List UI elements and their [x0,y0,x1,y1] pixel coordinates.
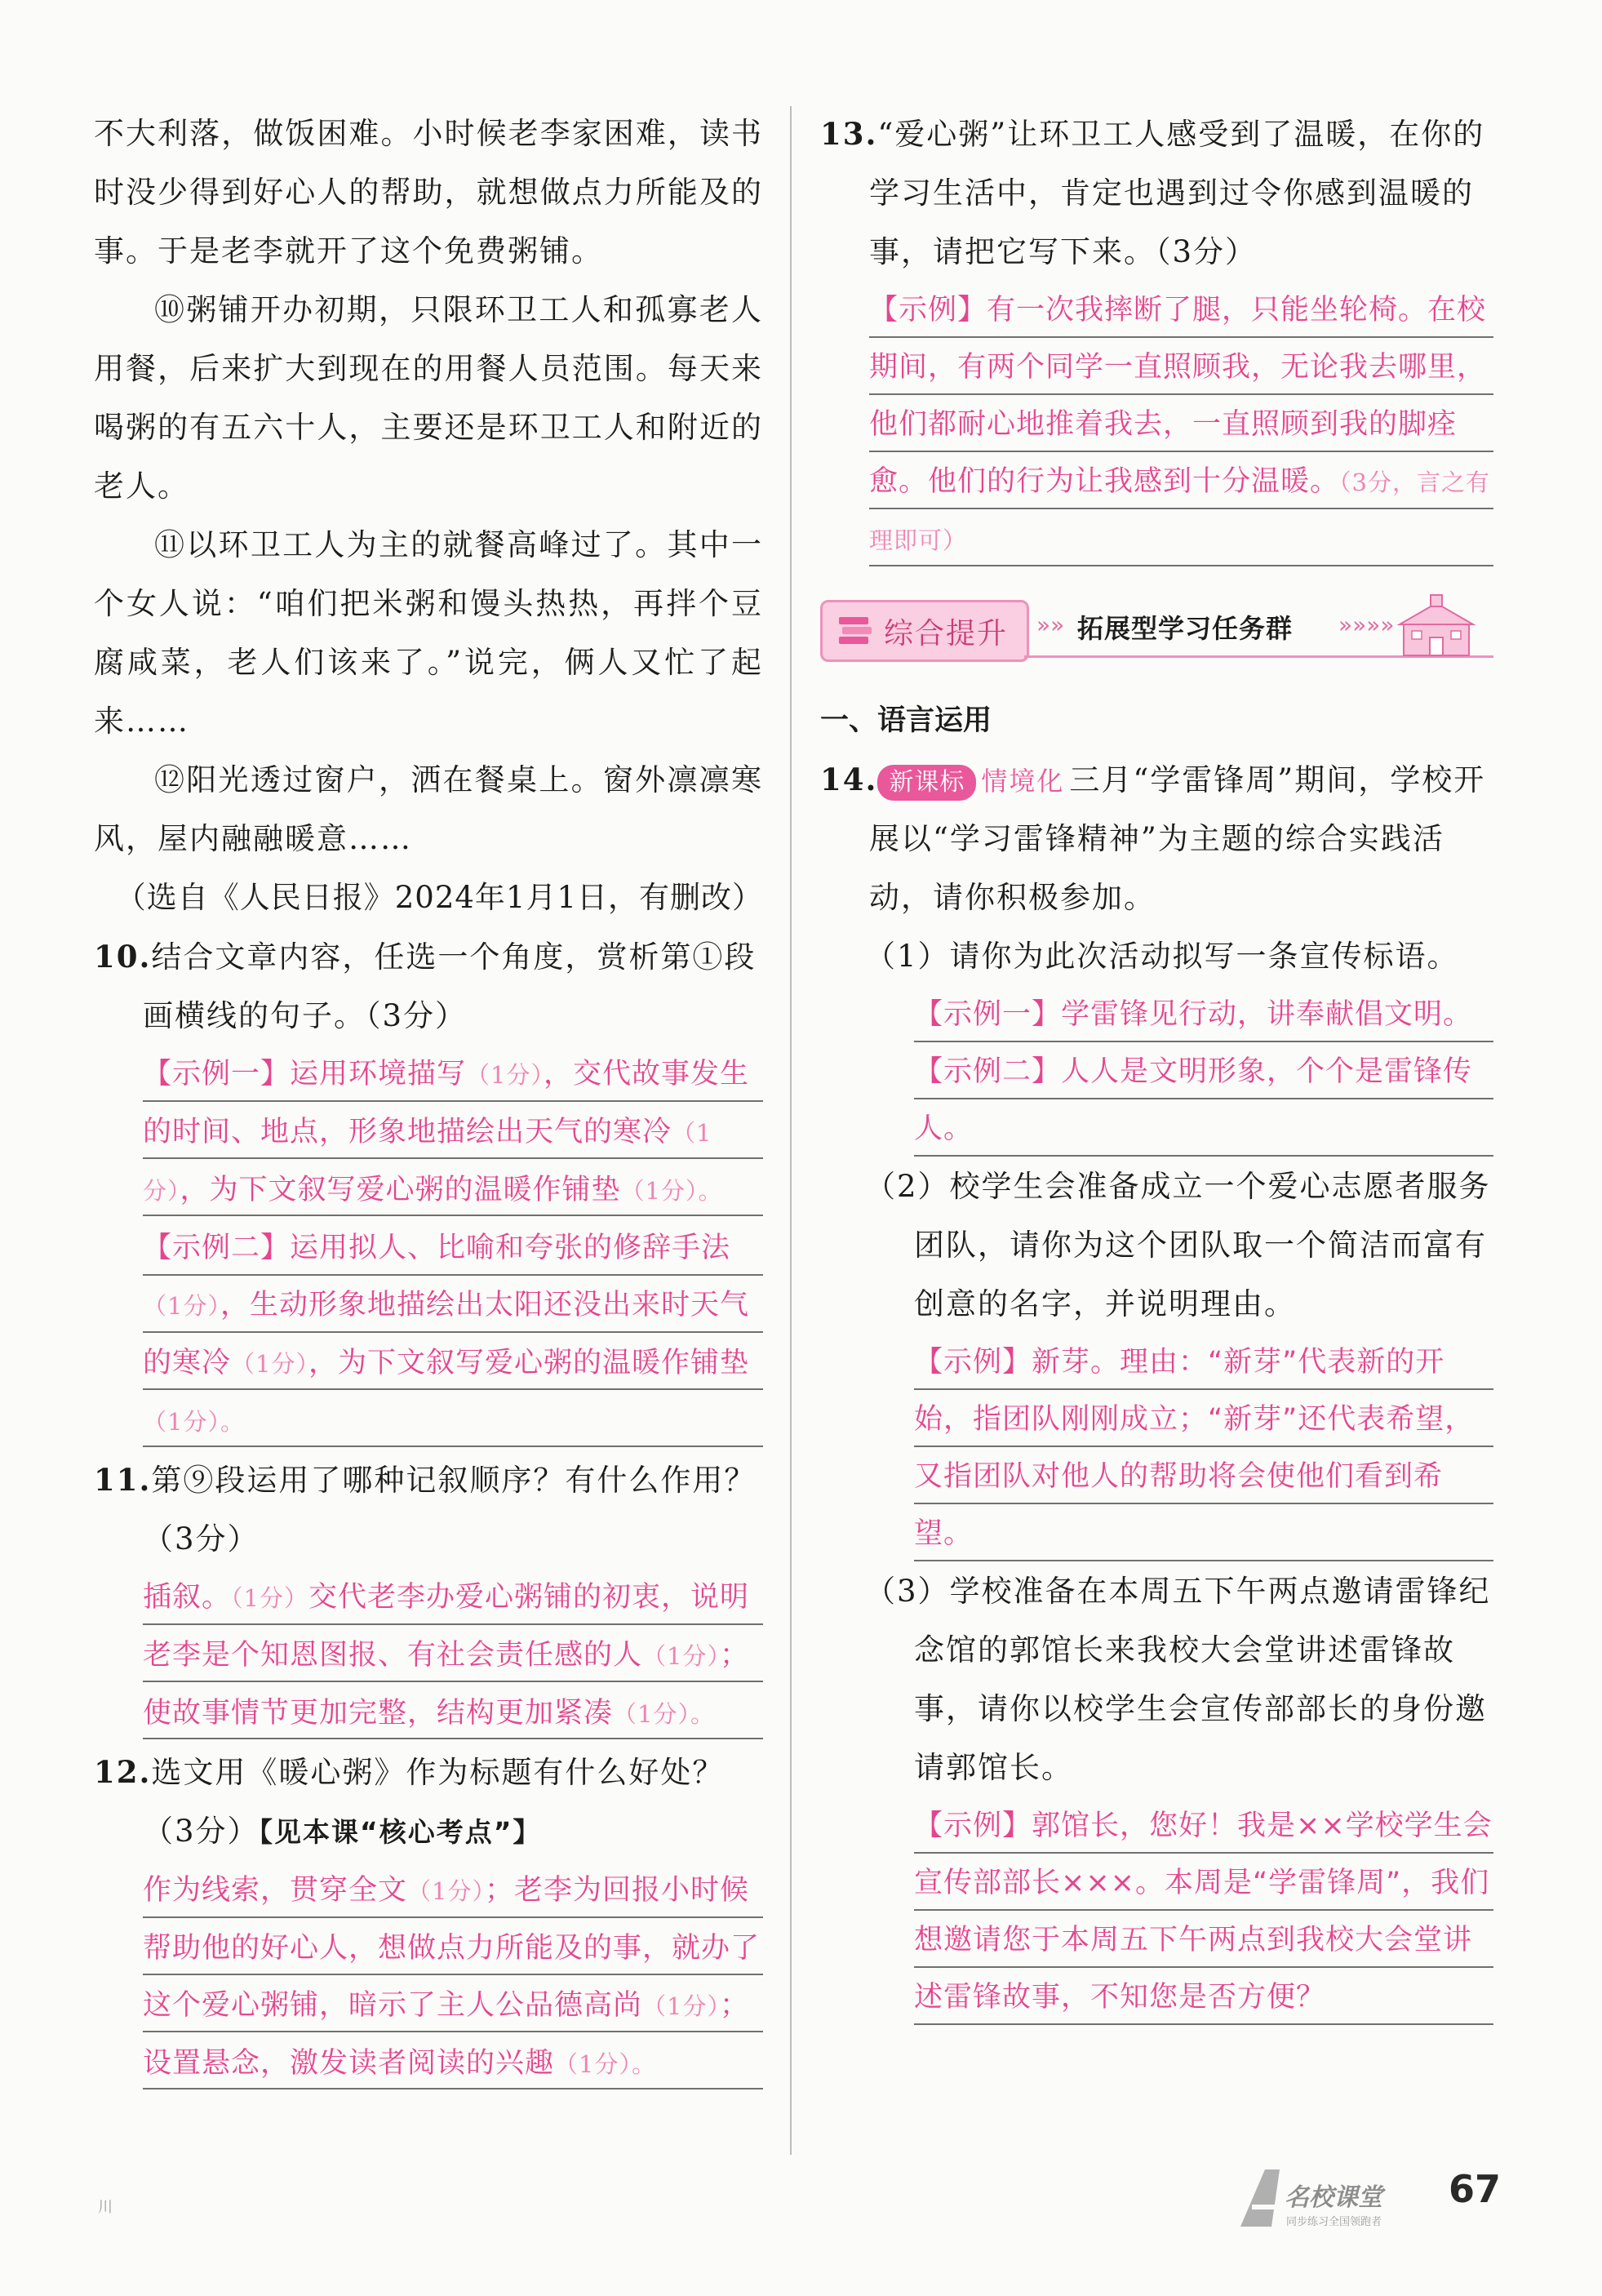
question-10 [94,927,763,1046]
answer-text: ，交代故事发生的时间、地点，形象地描绘出天气的寒冷 [143,1058,749,1148]
contextual-tag: 情境化 [981,766,1065,797]
logo-subtitle: 同步练习全国领跑者 [1286,2216,1382,2228]
answer-13 [869,282,1493,569]
question-text: “爱心粥”让环卫工人感受到了温暖，在你的学习生活中，肯定也遇到过令你感到温暖的事，请把它写下来。（3分） [869,117,1485,269]
answer-text: 插叙。 [143,1581,232,1614]
answer-score: （1分） [407,1877,485,1905]
answer-text: 【示例一】运用环境描写 [143,1058,467,1090]
answer-text: ，生动形象地描绘出太阳还没出来时天气的寒冷 [143,1289,749,1379]
sub-question-3: （3）学校准备在本周五下午两点邀请雷锋纪念馆的郭馆长来我校大会堂讲述雷锋故事，请你以校学生会宣传部部长的身份邀请郭馆长。 [865,1574,1491,1785]
question-number: 12. [94,1754,152,1790]
sub-question-1: （1）请你为此次活动拟写一条宣传标语。 [865,939,1459,974]
source-citation: （选自《人民日报》2024年1月1日，有删改） [115,880,763,915]
answer-text: 【示例】有一次我摔断了腿，只能坐轮椅。在校期间，有两个同学一直照顾我，无论我去哪里，他们都耐心地推着我去，一直照顾到我的脚痊愈。他们的行为让我感到十分温暖。 [869,294,1487,498]
core-point-tag: 【见本课“核心考点”】 [259,1816,542,1848]
question-text: 三月“学雷锋周”期间，学校开展以“学习雷锋精神”为主题的综合实践活动，请你积极参加。 [869,762,1486,915]
answer-14-3: 【示例】郭馆长，您好！我是××学校学生会宣传部部长×××。本周是“学雷锋周”，我们想邀请您于本周五下午两点到我校大会堂讲述雷锋故事，不知您是否方便？ [914,1797,1493,2026]
question-13 [820,104,1493,282]
answer-score: （1分）。 [143,1408,245,1436]
question-text: 第⑨段运用了哪种记叙顺序？有什么作用？（3分） [143,1463,757,1557]
answer-text: ；使故事情节更加完整，结构更加紧凑 [143,1639,749,1730]
column-divider [790,106,792,2155]
book-stack-icon [837,614,873,648]
publisher-logo [1232,2163,1444,2236]
question-number: 13. [820,116,878,152]
left-column [94,104,763,2093]
question-text: 选文用《暖心粥》作为标题有什么好处？（3分） [143,1755,725,1849]
question-11 [94,1450,763,1569]
banner-title: 综合提升 [884,617,1009,651]
question-number: 14. [820,762,878,797]
answer-text: ；老李为回报小时候帮助他的好心人，想做点力所能及的事，就办了这个爱心粥铺，暗示了主人公品德高尚 [143,1874,761,2022]
page-number: 67 [1449,2167,1502,2211]
answer-text: ；设置悬念，激发读者阅读的兴趣 [143,1989,749,2080]
answer-12 [143,1862,763,2093]
answer-score: （1分） [642,1642,720,1670]
section-banner [820,593,1493,667]
banner-box [820,600,1029,662]
answer-text: ，为下文叙写爱心粥的温暖作铺垫 [180,1174,621,1206]
question-12 [94,1743,763,1862]
paragraph-10: ⑩粥铺开办初期，只限环卫工人和孤寡老人用餐，后来扩大到现在的用餐人员范围。每天来喝粥的有五六十人，主要还是环卫工人和附近的老人。 [94,292,763,504]
answer-score: （1分）。 [620,1177,723,1205]
answer-score: （1分）。 [554,2050,656,2078]
new-curriculum-tag: 新课标 [877,765,976,801]
answer-score: （1分）。 [613,1700,715,1728]
answer-score: （1分） [466,1061,544,1089]
answer-score: （1分） [231,1350,308,1378]
answer-14-1-example-2: 【示例二】人人是文明形象，个个是雷锋传人。 [914,1043,1493,1157]
banner-arrows-left: »» [1036,611,1065,638]
school-building-icon [1396,593,1477,659]
paragraph-continued: 不大利落，做饭困难。小时候老李家困难，读书时没少得到好心人的帮助，就想做点力所能及的事。于是老李就开了这个免费粥铺。 [94,116,763,269]
paragraph-11: ⑪以环卫工人为主的就餐高峰过了。其中一个女人说：“咱们把米粥和馒头热热，再拌个豆腐咸菜，老人们该来了。”说完，俩人又忙了起来…… [94,527,763,739]
footer-region-mark: 川 [98,2199,113,2216]
answer-text: 作为线索，贯穿全文 [143,1874,408,1907]
answer-score: （1分） [231,1584,308,1612]
paragraph-12: ⑫阳光透过窗户，洒在餐桌上。窗外凛凛寒风，屋内融融暖意…… [94,762,763,856]
answer-14-2: 【示例】新芽。理由：“新芽”代表新的开始，指团队刚刚成立；“新芽”还代表希望，又指团队对他人的帮助将会使他们看到希望。 [914,1334,1493,1562]
answer-10-example-2 [143,1219,763,1450]
question-number: 11. [94,1462,152,1498]
question-14 [820,750,1493,927]
section-heading-language-use: 一、语言运用 [820,704,992,737]
answer-text: 交代老李办爱心粥铺的初衷，说明老李是个知恩图报、有社会责任感的人 [143,1581,749,1672]
question-text: 结合文章内容，任选一个角度，赏析第①段画横线的句子。（3分） [143,939,757,1033]
answer-14-1-example-1: 【示例一】学雷锋见行动，讲奉献倡文明。 [914,986,1493,1043]
right-column [820,104,1493,2026]
answer-text: ，为下文叙写爱心粥的温暖作铺垫 [308,1347,749,1379]
answer-score: （1分） [642,1992,720,2020]
logo-title: 名校课堂 [1285,2183,1382,2212]
question-number: 10. [94,939,152,975]
answer-score: （1分） [143,1292,220,1320]
answer-score: （1分） [143,1119,712,1205]
banner-subtitle: 拓展型学习任务群 [1077,613,1294,644]
answer-text: 【示例二】运用拟人、比喻和夸张的修辞手法 [143,1232,731,1264]
sub-question-2: （2）校学生会准备成立一个爱心志愿者服务团队，请你为这个团队取一个简洁而富有创意的名字，并说明理由。 [865,1169,1491,1321]
banner-arrows-right: »»»» [1338,611,1395,638]
answer-11 [143,1569,763,1743]
answer-score: （3分，言之有理即可） [869,469,1490,554]
answer-10-example-1 [143,1046,763,1219]
